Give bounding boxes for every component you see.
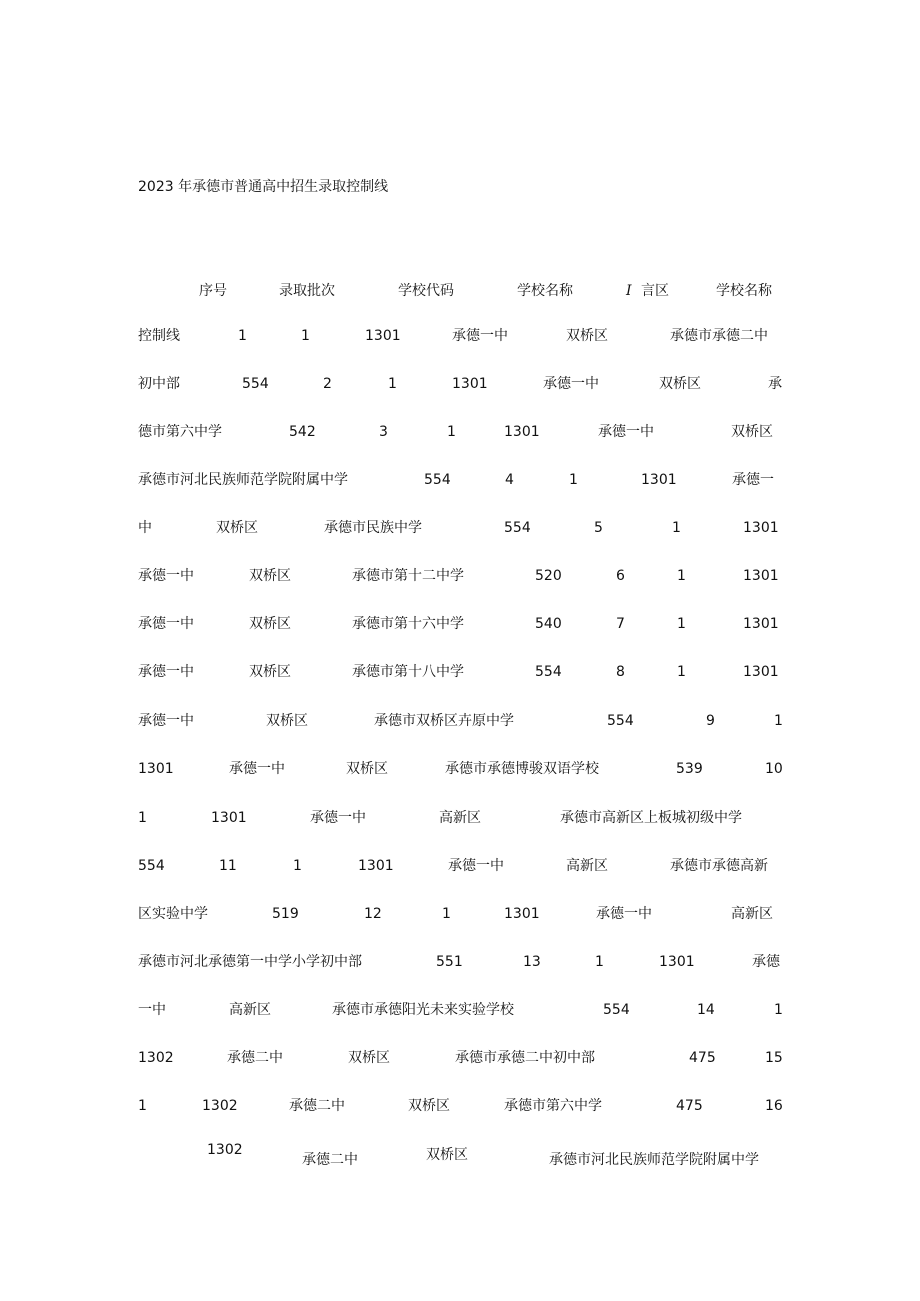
text-cell: 475: [689, 1050, 716, 1066]
text-cell: 1: [138, 1098, 147, 1114]
text-cell: 554: [242, 376, 269, 392]
text-line: [0, 808, 920, 828]
text-cell: 承德市第十六中学: [352, 616, 464, 632]
text-cell: 8: [616, 664, 625, 680]
text-cell: 区实验中学: [138, 906, 208, 922]
text-cell: 承德市第十二中学: [352, 568, 464, 584]
text-cell: 1301: [358, 858, 394, 874]
text-cell: 承德市承德阳光未来实验学校: [332, 1002, 514, 1018]
text-cell: 录取批次: [279, 283, 335, 299]
text-line: [0, 856, 920, 876]
text-line: [0, 952, 920, 972]
text-cell: 承德二中: [302, 1152, 358, 1168]
text-cell: 承德一中: [596, 906, 652, 922]
text-cell: 1301: [743, 664, 779, 680]
text-cell: 520: [535, 568, 562, 584]
text-cell: 承德二中: [227, 1050, 283, 1066]
text-cell: 540: [535, 616, 562, 632]
text-cell: 序号: [199, 283, 227, 299]
text-cell: 中: [138, 520, 152, 536]
text-cell: 承德市河北民族师范学院附属中学: [138, 472, 348, 488]
text-cell: 554: [607, 713, 634, 729]
text-cell: 德市第六中学: [138, 424, 222, 440]
text-cell: 551: [436, 954, 463, 970]
text-line: [0, 759, 920, 779]
text-cell: 10: [765, 761, 783, 777]
text-cell: 承: [768, 376, 782, 392]
text-cell: 1302: [138, 1050, 174, 1066]
text-cell: 承德一中: [138, 568, 194, 584]
text-cell: 15: [765, 1050, 783, 1066]
text-cell: 学校代码: [398, 283, 454, 299]
text-cell: 承德二中: [289, 1098, 345, 1114]
page-title: 2023 年承德市普通高中招生录取控制线: [138, 179, 389, 195]
text-cell: 7: [616, 616, 625, 632]
text-line: [0, 614, 920, 634]
text-cell: 双桥区: [249, 616, 291, 632]
text-cell: 3: [379, 424, 388, 440]
text-cell: 6: [616, 568, 625, 584]
text-cell: 学校名称: [517, 283, 573, 299]
text-cell: 16: [765, 1098, 783, 1114]
text-cell: 2: [323, 376, 332, 392]
text-cell: 学校名称: [716, 283, 772, 299]
text-cell: 承德市第十八中学: [352, 664, 464, 680]
text-cell: 双桥区: [731, 424, 773, 440]
text-line: [0, 904, 920, 924]
text-cell: 11: [219, 858, 237, 874]
text-cell: 1: [447, 424, 456, 440]
text-line: [0, 470, 920, 490]
text-cell: 1301: [743, 568, 779, 584]
text-cell: 1: [442, 906, 451, 922]
text-cell: 13: [523, 954, 541, 970]
text-cell: 承德市承德二中: [670, 328, 768, 344]
text-cell: 1: [569, 472, 578, 488]
text-cell: 1: [238, 328, 247, 344]
text-line: [0, 326, 920, 346]
text-cell: 1: [138, 810, 147, 826]
text-cell: 1: [774, 1002, 783, 1018]
text-cell: 承德市双桥区卉原中学: [374, 713, 514, 729]
text-cell: 554: [138, 858, 165, 874]
text-line: [0, 518, 920, 538]
text-cell: 1301: [452, 376, 488, 392]
text-cell: 承德市承德二中初中部: [455, 1050, 595, 1066]
text-cell: 双桥区: [426, 1147, 468, 1163]
text-cell: 双桥区: [659, 376, 701, 392]
text-cell: 1: [774, 713, 783, 729]
text-cell: 554: [603, 1002, 630, 1018]
text-line: [0, 1000, 920, 1020]
text-cell: 1301: [659, 954, 695, 970]
text-cell: 1: [672, 520, 681, 536]
text-cell: 初中部: [138, 376, 180, 392]
text-line: [0, 422, 920, 442]
text-cell: 1: [301, 328, 310, 344]
text-cell: 承德: [752, 954, 780, 970]
text-cell: 高新区: [229, 1002, 271, 1018]
text-cell: 1301: [743, 616, 779, 632]
text-cell: 519: [272, 906, 299, 922]
text-cell: 控制线: [138, 328, 180, 344]
text-cell: 1301: [504, 424, 540, 440]
text-cell: 双桥区: [408, 1098, 450, 1114]
text-cell: 9: [706, 713, 715, 729]
text-cell: 言区: [641, 283, 669, 299]
text-cell: 一中: [138, 1002, 166, 1018]
text-cell: 承德市第六中学: [504, 1098, 602, 1114]
text-cell: 双桥区: [216, 520, 258, 536]
text-cell: 承德市河北民族师范学院附属中学: [549, 1152, 759, 1168]
text-line: [0, 1048, 920, 1068]
text-cell: 双桥区: [266, 713, 308, 729]
text-line: [0, 374, 920, 394]
text-cell: 554: [535, 664, 562, 680]
text-cell: 1302: [202, 1098, 238, 1114]
text-cell: 1301: [365, 328, 401, 344]
text-cell: 承德一中: [598, 424, 654, 440]
text-cell: 5: [594, 520, 603, 536]
text-cell: 承德一中: [543, 376, 599, 392]
text-cell: 承德一中: [138, 616, 194, 632]
text-cell: 12: [364, 906, 382, 922]
text-cell: 1: [388, 376, 397, 392]
text-line: [0, 1140, 920, 1168]
text-cell: 承德一中: [229, 761, 285, 777]
text-cell: 双桥区: [348, 1050, 390, 1066]
header-line: [0, 281, 920, 301]
text-cell: 1: [677, 664, 686, 680]
text-cell: 双桥区: [249, 664, 291, 680]
text-cell: 承德一中: [310, 810, 366, 826]
text-cell: 高新区: [439, 810, 481, 826]
text-cell: 承德一中: [138, 713, 194, 729]
text-cell: 双桥区: [566, 328, 608, 344]
text-cell: 1301: [138, 761, 174, 777]
text-cell: 高新区: [731, 906, 773, 922]
text-cell: 承德市民族中学: [324, 520, 422, 536]
text-cell: 554: [504, 520, 531, 536]
text-cell: 承德市河北承德第一中学小学初中部: [138, 954, 362, 970]
text-cell: 475: [676, 1098, 703, 1114]
text-cell: 承德一: [732, 472, 774, 488]
text-cell: 双桥区: [249, 568, 291, 584]
text-cell: 承德市高新区上板城初级中学: [560, 810, 742, 826]
text-line: [0, 566, 920, 586]
text-cell: 542: [289, 424, 316, 440]
text-cell: 承德一中: [448, 858, 504, 874]
text-cell: 1301: [743, 520, 779, 536]
text-cell: 承德市承德博骏双语学校: [445, 761, 599, 777]
text-cell: 4: [505, 472, 514, 488]
text-cell: 1: [677, 568, 686, 584]
text-cell: 高新区: [566, 858, 608, 874]
text-cell: 1: [293, 858, 302, 874]
text-line: [0, 1096, 920, 1116]
text-cell: I: [626, 283, 632, 299]
text-cell: 承德一中: [138, 664, 194, 680]
text-cell: 1301: [641, 472, 677, 488]
text-cell: 承德一中: [452, 328, 508, 344]
text-cell: 1301: [211, 810, 247, 826]
text-cell: 1: [595, 954, 604, 970]
text-cell: 554: [424, 472, 451, 488]
text-cell: 1302: [207, 1142, 243, 1158]
text-cell: 1301: [504, 906, 540, 922]
text-cell: 14: [697, 1002, 715, 1018]
text-cell: 539: [676, 761, 703, 777]
text-cell: 1: [677, 616, 686, 632]
text-line: [0, 711, 920, 731]
text-cell: 双桥区: [346, 761, 388, 777]
text-cell: 承德市承德高新: [670, 858, 768, 874]
text-line: [0, 662, 920, 682]
